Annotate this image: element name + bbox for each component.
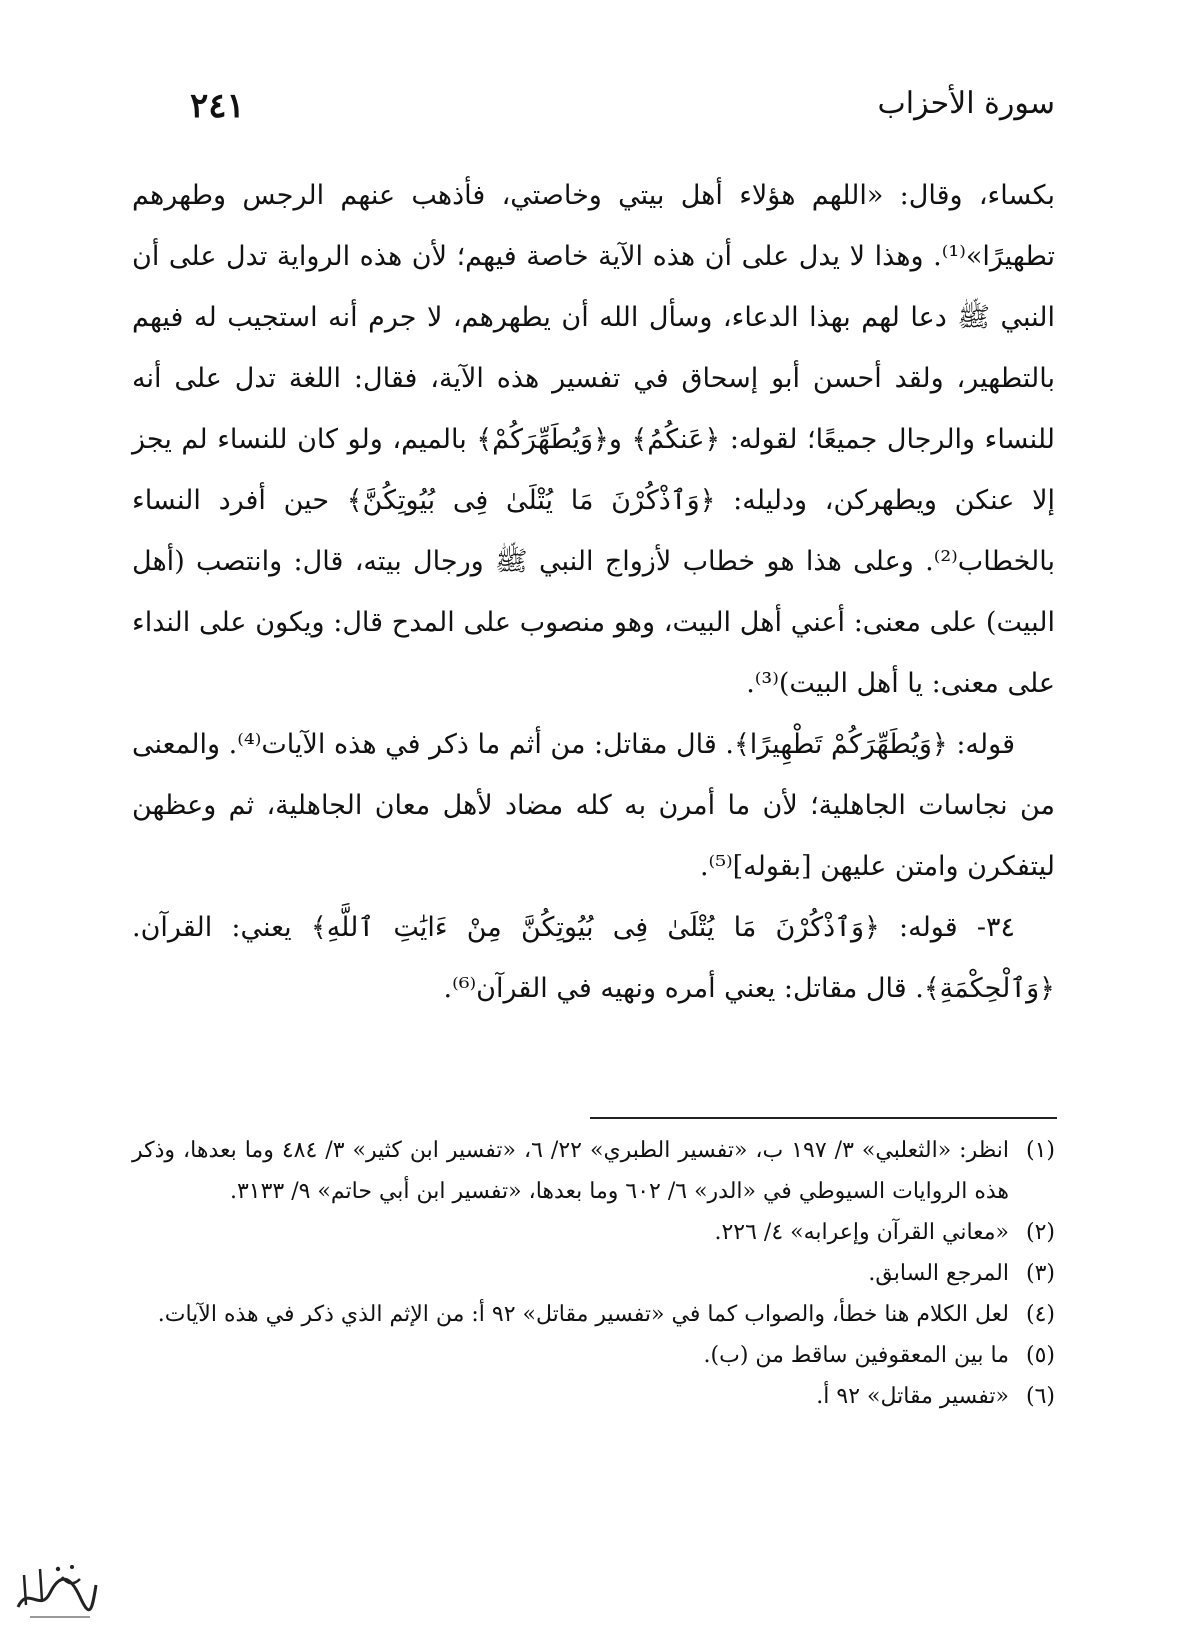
footnote-1 [132,1130,1055,1212]
footnote-number: (١) [1025,1138,1055,1163]
footnote-number: (٤) [1025,1302,1055,1327]
footnote-text: «تفسير مقاتل» ٩٢ أ. [816,1384,1009,1409]
footnote-3 [132,1253,1055,1294]
footnote-text: المرجع السابق. [868,1261,1009,1286]
page-header [180,86,1055,136]
footnote-text: انظر: «الثعلبي» ٣/ ١٩٧ ب، «تفسير الطبري» ٢٢/ ٦، «تفسير ابن كثير» ٣/ ٤٨٤ وما بعدها، وذكر هذه الروايات السيوطي في «الدر» ٦/ ٦٠٢ وما بعدها، «تفسير ابن أبي حاتم» ٩/ ٣١٣٣. [132,1138,1010,1204]
footnote-text: «معاني القرآن وإعرابه» ٤/ ٢٢٦. [714,1220,1009,1245]
calligraphy-watermark-logo [10,1555,100,1625]
surah-title: سورة الأحزاب [877,86,1055,121]
footnote-number: (٦) [1025,1384,1055,1409]
paragraph-1: بكساء، وقال: «اللهم هؤلاء أهل بيتي وخاصتي، فأذهب عنهم الرجس وطهرهم تطهيرًا»⁽¹⁾. وهذا لا يدل على أن هذه الآية خاصة فيهم؛ لأن هذه الرواية تدل على أن النبي ﷺ دعا لهم بهذا الدعاء، وسأل الله أن يطهرهم، لا جرم أنه استجيب له فيهم بالتطهير، ولقد أحسن أبو إسحاق في تفسير هذه الآية، فقال: اللغة تدل على أنه للنساء والرجال جميعًا؛ لقوله: ﴿عَنكُمُ﴾ و﴿وَيُطَهِّرَكُمْ﴾ بالميم، ولو كان للنساء لم يجز إلا عنكن ويطهركن، ودليله: ﴿وَٱذْكُرْنَ مَا يُتْلَىٰ فِى بُيُوتِكُنَّ﴾ حين أفرد النساء بالخطاب⁽²⁾. وعلى هذا هو خطاب لأزواج النبي ﷺ ورجال بيته، قال: وانتصب (أهل البيت) على معنى: أعني أهل البيت، وهو منصوب على المدح قال: ويكون على النداء على معنى: يا أهل البيت)⁽³⁾. [132,180,1055,699]
footnote-number: (٥) [1025,1343,1055,1368]
footnote-2 [132,1212,1055,1253]
page-number: ٢٤١ [190,86,245,126]
paragraph-2: قوله: ﴿وَيُطَهِّرَكُمْ تَطْهِيرًا﴾. قال مقاتل: من أثم ما ذكر في هذه الآيات⁽⁴⁾. والمعنى من نجاسات الجاهلية؛ لأن ما أمرن به كله مضاد لأهل معان الجاهلية، ثم وعظهن ليتفكرن وامتن عليهن [بقوله]⁽⁵⁾. [132,729,1055,882]
footnote-5 [132,1335,1055,1376]
footnote-4 [132,1294,1055,1335]
main-text [132,165,1055,1019]
footnote-text: ما بين المعقوفين ساقط من (ب). [703,1343,1009,1368]
footnote-divider [590,1117,1057,1119]
paragraph-3: ٣٤- قوله: ﴿وَٱذْكُرْنَ مَا يُتْلَىٰ فِى بُيُوتِكُنَّ مِنْ ءَايَٰتِ ٱللَّهِ﴾ يعني: القرآن. ﴿وَٱلْحِكْمَةِ﴾. قال مقاتل: يعني أمره ونهيه في القرآن⁽⁶⁾. [132,912,1055,1004]
footnotes [132,1130,1055,1417]
footnote-6 [132,1376,1055,1417]
footnote-number: (٢) [1025,1220,1055,1245]
footnote-text: لعل الكلام هنا خطأ، والصواب كما في «تفسير مقاتل» ٩٢ أ: من الإثم الذي ذكر في هذه الآيات. [157,1302,1009,1327]
footnote-number: (٣) [1025,1261,1055,1286]
